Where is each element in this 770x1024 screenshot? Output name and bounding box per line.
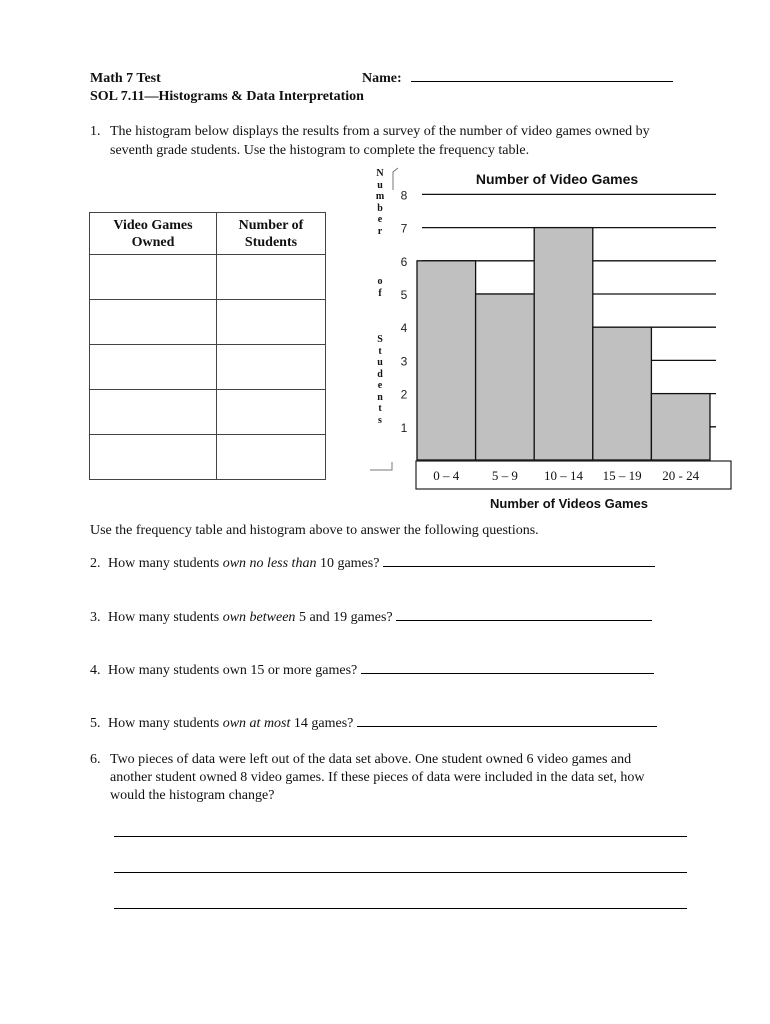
- y-tick-label: 6: [400, 254, 408, 269]
- x-tick-label: 15 – 19: [602, 468, 642, 483]
- instructions: Use the frequency table and histogram above to answer the following questions.: [90, 523, 539, 538]
- q5: [90, 716, 657, 732]
- table-cell-games[interactable]: [90, 435, 217, 480]
- col-video-games-owned: [90, 213, 217, 255]
- x-tick-label: 10 – 14: [544, 468, 583, 483]
- q4-number: 4.: [90, 663, 101, 678]
- y-tick-label: 7: [400, 221, 408, 236]
- frequency-table: [89, 212, 326, 480]
- q4-text: How many students own 15 or more games?: [108, 663, 358, 678]
- histogram-bar: [593, 327, 652, 460]
- name-label-text: Name:: [362, 71, 402, 86]
- histogram-chart: [360, 160, 740, 520]
- table-cell-games[interactable]: [90, 255, 217, 300]
- q3-answer-field[interactable]: [396, 620, 652, 621]
- x-tick-label: 0 – 4: [433, 468, 460, 483]
- histogram-bar: [417, 261, 476, 460]
- q2: [90, 556, 655, 572]
- q3: [90, 610, 652, 626]
- histogram-bar: [534, 228, 593, 460]
- axis-brace-bottom: [370, 462, 392, 470]
- col-number-of-students: [217, 213, 326, 255]
- col1-label-line1: Video Games: [113, 217, 193, 233]
- y-tick-label: 8: [400, 188, 408, 203]
- y-tick-label: 5: [400, 288, 408, 302]
- q6-answer-line-1[interactable]: [114, 836, 687, 837]
- x-axis-label: Number of Videos Games: [490, 496, 648, 511]
- y-axis-label-students: S t u d e n t s: [377, 334, 383, 426]
- q2-post: 10 games?: [316, 556, 380, 571]
- course-title: Math 7 Test: [90, 71, 161, 86]
- q6-line3: would the histogram change?: [110, 788, 275, 803]
- q6-line2: another student owned 8 video games. If these pieces of data were included in the data set, how: [110, 770, 645, 785]
- q6-answer-line-2[interactable]: [114, 872, 687, 873]
- table-row: [90, 300, 326, 345]
- q3-post: 5 and 19 games?: [295, 610, 393, 625]
- y-tick-label: 4: [400, 321, 408, 336]
- histogram-bar: [651, 394, 710, 460]
- table-cell-games[interactable]: [90, 300, 217, 345]
- q1-line1: The histogram below displays the results from a survey of the number of video games owned by: [110, 124, 650, 139]
- q6-line1: Two pieces of data were left out of the data set above. One student owned 6 video games and: [110, 752, 632, 767]
- axis-brace-top: [393, 168, 398, 190]
- y-axis-label-number: N u m b e r: [375, 168, 385, 237]
- col1-label-line2: Owned: [131, 234, 175, 250]
- q6-number: 6.: [90, 752, 101, 767]
- histogram-bar: [476, 294, 535, 460]
- y-tick-label: 3: [400, 354, 408, 369]
- table-cell-games[interactable]: [90, 390, 217, 435]
- col2-label-line2: Students: [244, 234, 298, 250]
- q5-answer-field[interactable]: [357, 726, 657, 727]
- q1-number: 1.: [90, 124, 101, 139]
- q3-number: 3.: [90, 610, 101, 625]
- table-cell-students[interactable]: [217, 255, 326, 300]
- q5-pre: How many students: [108, 716, 223, 731]
- q2-emphasis: own no less than: [222, 556, 317, 571]
- table-cell-students[interactable]: [217, 390, 326, 435]
- sol-title: SOL 7.11—Histograms & Data Interpretation: [90, 89, 364, 104]
- q1-line2: seventh grade students. Use the histogram to complete the frequency table.: [110, 143, 530, 158]
- q2-pre: How many students: [108, 556, 223, 571]
- q2-number: 2.: [90, 556, 101, 571]
- table-row: [90, 390, 326, 435]
- q3-emphasis: own between: [222, 610, 296, 625]
- y-tick-label: 2: [400, 387, 408, 402]
- q5-post: 14 games?: [290, 716, 354, 731]
- q3-pre: How many students: [108, 610, 223, 625]
- table-row: [90, 345, 326, 390]
- q5-number: 5.: [90, 716, 101, 731]
- table-cell-games[interactable]: [90, 345, 217, 390]
- chart-title: Number of Video Games: [475, 171, 639, 187]
- table-header-row: [90, 213, 326, 255]
- table-cell-students[interactable]: [217, 435, 326, 480]
- q4: [90, 663, 654, 679]
- q5-emphasis: own at most: [222, 716, 291, 731]
- table-row: [90, 255, 326, 300]
- y-tick-label: 1: [400, 420, 408, 435]
- q2-answer-field[interactable]: [383, 566, 655, 567]
- name-label: [362, 71, 673, 87]
- q6-answer-line-3[interactable]: [114, 908, 687, 909]
- table-cell-students[interactable]: [217, 345, 326, 390]
- x-tick-label: 20 - 24: [662, 468, 700, 483]
- table-cell-students[interactable]: [217, 300, 326, 345]
- col2-label-line1: Number of: [238, 217, 304, 233]
- q4-answer-field[interactable]: [361, 673, 654, 674]
- table-row: [90, 435, 326, 480]
- x-tick-label: 5 – 9: [491, 468, 518, 483]
- y-axis-label-of: o f: [377, 276, 383, 299]
- name-field[interactable]: [411, 81, 673, 82]
